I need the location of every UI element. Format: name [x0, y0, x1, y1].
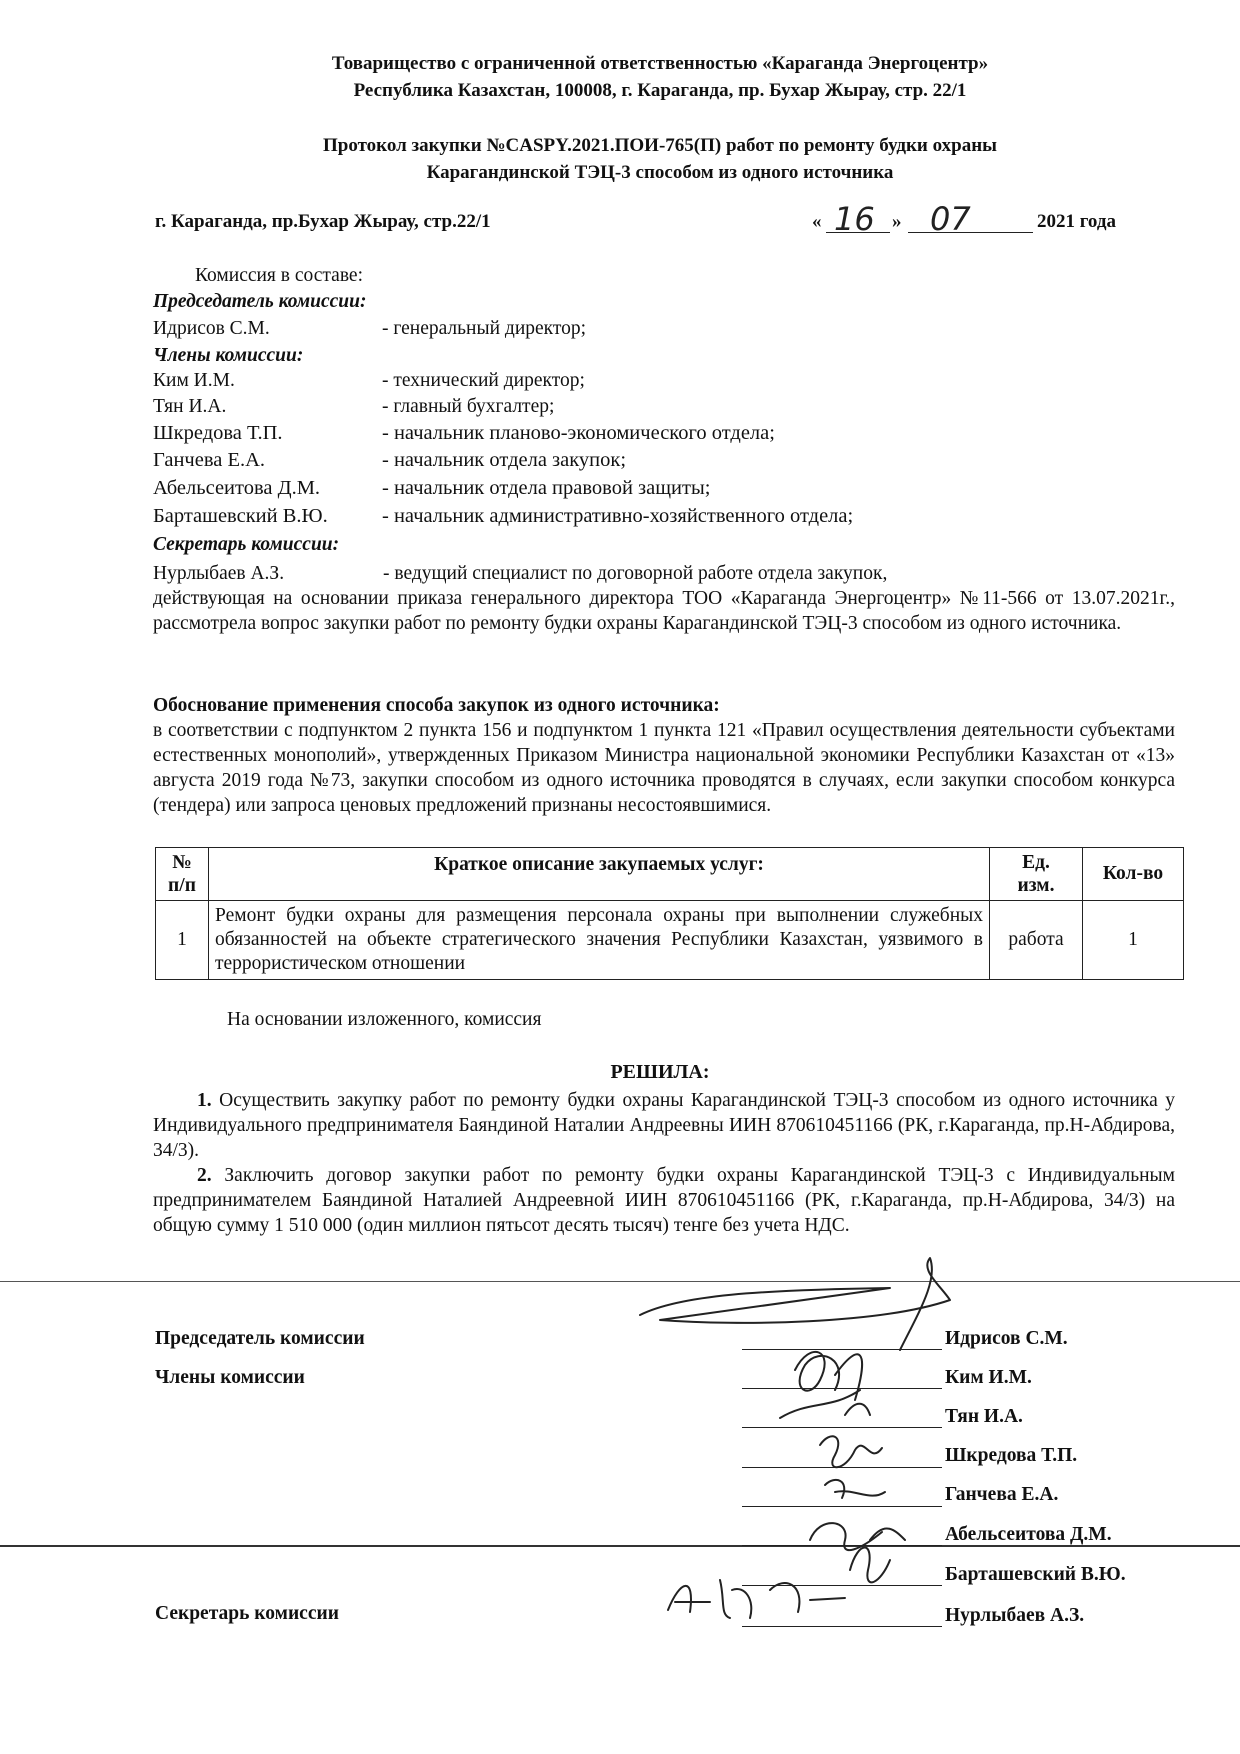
member-role: - начальник административно-хозяйственного отдела;	[382, 505, 854, 527]
member-role: - начальник отдела закупок;	[382, 449, 627, 471]
chair-role: - генеральный директор;	[382, 318, 587, 339]
signatory-name: Шкредова Т.П.	[945, 1445, 1078, 1466]
member-name: Барташевский В.Ю.	[153, 505, 328, 527]
decision-item-1	[153, 1088, 1175, 1163]
member-role: - технический директор;	[382, 370, 585, 391]
signatory-name: Тян И.А.	[945, 1406, 1023, 1427]
company-name: Товарищество с ограниченной ответственностью «Караганда Энергоцентр»	[331, 53, 989, 74]
signatory-name: Абельсеитова Д.М.	[945, 1524, 1112, 1545]
signatory-name: Нурлыбаев А.З.	[945, 1605, 1085, 1626]
chair-signature	[640, 1258, 950, 1350]
member-name: Абельсеитова Д.М.	[153, 477, 321, 499]
col-unit-label: Ед.	[1022, 852, 1050, 873]
signatory-name: Ганчева Е.А.	[945, 1484, 1059, 1505]
handwritten-signatures	[620, 1240, 1100, 1640]
members-heading: Члены комиссии:	[153, 345, 304, 366]
cell-desc: Ремонт будки охраны для размещения персонала охраны при выполнении служебных обязанностей на объекте стратегического значения Республики Казахстан, уязвимого в террористическом отношении	[209, 901, 990, 980]
col-unit-header	[990, 848, 1083, 901]
member-signature-gancheva	[825, 1480, 885, 1498]
table-row	[156, 901, 1184, 980]
member-signature-abelseitova	[810, 1523, 905, 1550]
decision-item-number: 2.	[197, 1165, 212, 1186]
secretary-role: - ведущий специалист по договорной работе отдела закупок,	[383, 563, 888, 584]
table-header-row	[156, 848, 1184, 901]
col-num-label: №	[172, 852, 192, 873]
chair-heading: Председатель комиссии:	[153, 291, 367, 312]
justification-paragraph: в соответствии с подпунктом 2 пункта 156 и подпунктом 1 пункта 121 «Правил осуществления деятельности субъектами естественных монополий», утвержденных Приказом Министра национальной экономики Республики Казахстан от «13» августа 2019 года №73, закупки способом из одного источника проводятся в случаях, если закупки способом конкурса (тендера) или запроса ценовых предложений признаны несостоявшимися.	[153, 720, 1175, 816]
signatory-name: Идрисов С.М.	[945, 1328, 1068, 1349]
signatory-name: Ким И.М.	[945, 1367, 1032, 1388]
col-num-header	[156, 848, 209, 901]
decision-item-number: 1.	[197, 1090, 212, 1111]
company-address: Республика Казахстан, 100008, г. Караганда, пр. Бухар Жырау, стр. 22/1	[353, 80, 967, 101]
date-day: 16	[834, 200, 875, 238]
date-year: 2021 года	[1037, 211, 1116, 232]
protocol-title-line2: Карагандинской ТЭЦ-3 способом из одного источника	[426, 162, 894, 183]
place: г. Караганда, пр.Бухар Жырау, стр.22/1	[155, 211, 491, 232]
col-desc-header: Краткое описание закупаемых услуг:	[209, 848, 990, 901]
signatory-name: Барташевский В.Ю.	[945, 1564, 1126, 1585]
decision-item-2	[153, 1163, 1175, 1238]
decision-item-text: Осуществить закупку работ по ремонту будки охраны Карагандинской ТЭЦ-3 способом из одного источника у Индивидуального предпринимателя Баяндиной Наталии Андреевны ИИН 870610451166 (РК, г.Караганда, пр.Н-Абдирова, 34/3).	[153, 1090, 1176, 1161]
member-name: Ганчева Е.А.	[153, 449, 266, 471]
cell-qty: 1	[1083, 901, 1184, 980]
date-month: 07	[930, 200, 971, 238]
decision-heading: РЕШИЛА:	[610, 1061, 710, 1083]
cell-unit: работа	[990, 901, 1083, 980]
decision-lead: На основании изложенного, комиссия	[227, 1009, 542, 1030]
date-quote-open: «	[812, 211, 822, 232]
secretary-signature-label: Секретарь комиссии	[155, 1603, 339, 1624]
member-role: - начальник планово-экономического отдела;	[382, 422, 775, 444]
services-table	[155, 847, 1184, 980]
member-signature-bartashevsky	[850, 1548, 890, 1583]
col-unit-sublabel: изм.	[1017, 875, 1055, 896]
member-name: Шкредова Т.П.	[153, 422, 283, 444]
date-quote-close: »	[892, 211, 902, 232]
decision-item-text: Заключить договор закупки работ по ремонту будки охраны Карагандинской ТЭЦ-3 с Индивидуальным предпринимателем Баяндиной Наталией Андреевной ИИН 870610451166 (РК, г.Караганда, пр.Н-Абдирова, 34/3) на общую сумму 1 510 000 (один миллион пятьсот десять тысяч) тенге без учета НДС.	[153, 1165, 1175, 1236]
member-name: Ким И.М.	[153, 370, 235, 391]
protocol-title-line1: Протокол закупки №CASPY.2021.ПОИ-765(П) работ по ремонту будки охраны	[323, 135, 997, 156]
secretary-name: Нурлыбаев А.З.	[153, 563, 285, 584]
member-name: Тян И.А.	[153, 396, 227, 417]
col-num-sublabel: п/п	[168, 875, 196, 896]
chair-name: Идрисов С.М.	[153, 318, 270, 339]
chair-signature-label: Председатель комиссии	[155, 1328, 365, 1349]
secretary-heading: Секретарь комиссии:	[153, 534, 340, 555]
secretary-signature	[668, 1580, 845, 1618]
cell-num: 1	[156, 901, 209, 980]
members-signature-label: Члены комиссии	[155, 1367, 305, 1388]
member-signature-kim	[795, 1352, 862, 1400]
col-qty-header: Кол-во	[1083, 848, 1184, 901]
basis-paragraph: действующая на основании приказа генерального директора ТОО «Караганда Энергоцентр» №11-566 от 13.07.2021г., рассмотрела вопрос закупки работ по ремонту будки охраны Карагандинской ТЭЦ-3 способом из одного источника.	[153, 588, 1175, 634]
justification-heading: Обоснование применения способа закупок из одного источника:	[153, 695, 720, 716]
commission-intro: Комиссия в составе:	[195, 265, 363, 286]
member-role: - главный бухгалтер;	[382, 396, 555, 417]
member-signature-shkredova	[820, 1436, 882, 1467]
member-role: - начальник отдела правовой защиты;	[382, 477, 711, 499]
